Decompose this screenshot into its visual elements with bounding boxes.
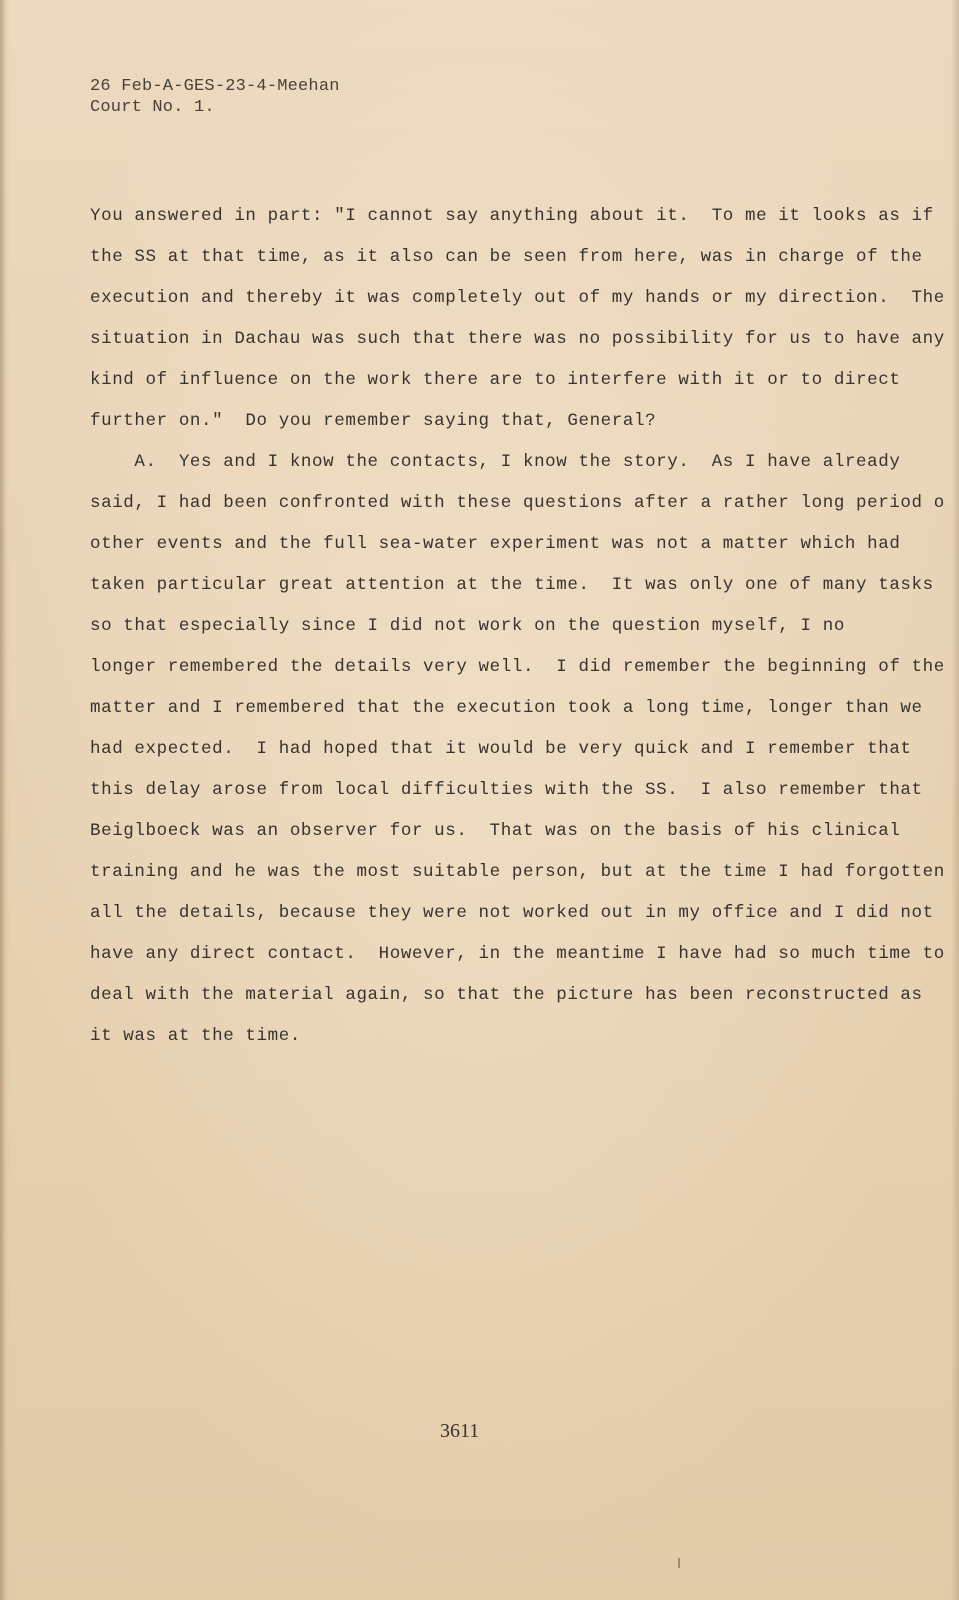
- text-line: kind of influence on the work there are to interfere with it or to direct: [90, 370, 901, 390]
- text-line: all the details, because they were not worked out in my office and I did not: [90, 903, 934, 923]
- text-line: it was at the time.: [90, 1026, 301, 1046]
- text-line: matter and I remembered that the execution took a long time, longer than we: [90, 698, 923, 718]
- text-line: said, I had been confronted with these questions after a rather long period o: [90, 493, 945, 513]
- paper-speck: [678, 1558, 680, 1568]
- text-line: execution and thereby it was completely out of my hands or my direction. The: [90, 288, 945, 308]
- page-right-edge: [951, 0, 959, 1600]
- text-line: so that especially since I did not work on the question myself, I no: [90, 616, 845, 636]
- document-header: [90, 76, 340, 118]
- text-line: further on." Do you remember saying that, General?: [90, 411, 657, 431]
- header-reference-line: 26 Feb-A-GES-23-4-Meehan: [90, 77, 340, 96]
- text-line: other events and the full sea-water experiment was not a matter which had: [90, 534, 901, 554]
- text-line: the SS at that time, as it also can be seen from here, was in charge of the: [90, 247, 923, 267]
- text-line: A. Yes and I know the contacts, I know the story. As I have already: [90, 452, 901, 472]
- text-line: Beiglboeck was an observer for us. That was on the basis of his clinical: [90, 821, 901, 841]
- header-court-line: Court No. 1.: [90, 98, 215, 117]
- text-line: deal with the material again, so that the picture has been reconstructed as: [90, 985, 923, 1005]
- text-line: taken particular great attention at the time. It was only one of many tasks: [90, 575, 934, 595]
- text-line: situation in Dachau was such that there was no possibility for us to have any: [90, 329, 945, 349]
- page-left-edge: [0, 0, 10, 1600]
- transcript-body: [90, 196, 945, 1057]
- text-line: had expected. I had hoped that it would be very quick and I remember that: [90, 739, 912, 759]
- page-number: 3611: [440, 1420, 480, 1442]
- text-line: this delay arose from local difficulties with the SS. I also remember that: [90, 780, 923, 800]
- text-line: longer remembered the details very well. I did remember the beginning of the: [90, 657, 945, 677]
- text-line: training and he was the most suitable person, but at the time I had forgotten: [90, 862, 945, 882]
- text-line: You answered in part: "I cannot say anything about it. To me it looks as if: [90, 206, 934, 226]
- text-line: have any direct contact. However, in the meantime I have had so much time to: [90, 944, 945, 964]
